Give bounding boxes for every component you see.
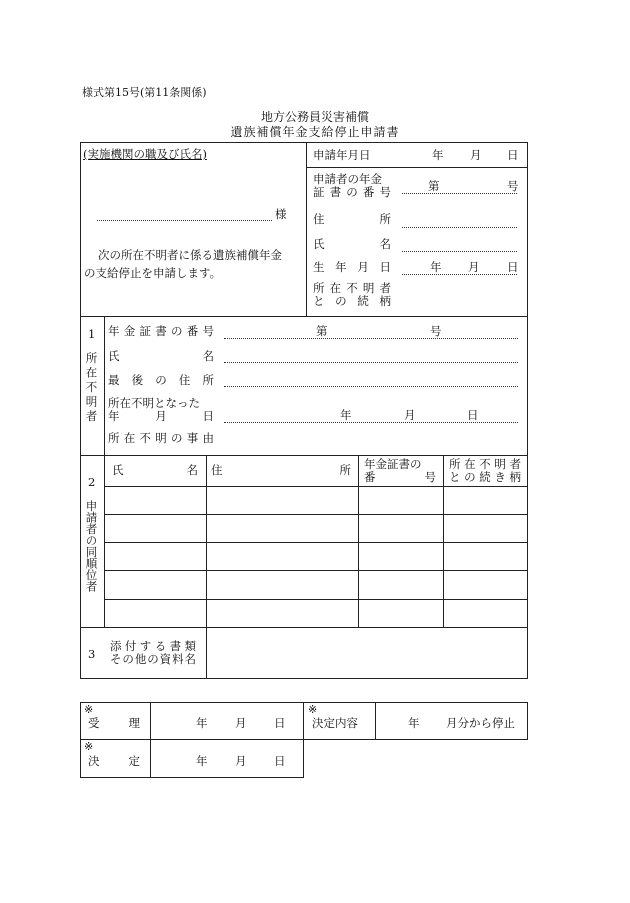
applicant-address-line[interactable] — [402, 227, 517, 228]
receipt-mark: ※ — [84, 703, 94, 716]
s1-missing-day: 日 — [467, 408, 479, 422]
s1-cert-label: 年金証書の番号 — [108, 324, 214, 338]
birth-month: 月 — [468, 260, 480, 274]
s1-missing-date-label: 所在不明となった 年 月 日 — [108, 396, 214, 423]
s1-missing-month: 月 — [404, 408, 416, 422]
app-day: 日 — [507, 148, 519, 162]
sama-suffix: 様 — [275, 207, 287, 221]
section2-number: 2 — [88, 475, 96, 489]
s1-name-line[interactable] — [224, 362, 518, 363]
cert-go: 号 — [507, 179, 519, 193]
s1-reason-label: 所在不明の事由 — [108, 431, 214, 445]
s1-name-label: 氏名 — [108, 349, 214, 363]
cert-number-label: 申請者の年金 証書の番号 — [313, 172, 391, 199]
app-year: 年 — [432, 148, 444, 162]
decision-mark: ※ — [84, 740, 94, 753]
s2-col-relation: 所在不明者 との続き柄 — [449, 457, 521, 484]
section3-number: 3 — [88, 647, 96, 661]
section1-number: 1 — [88, 327, 96, 341]
institution-label: (実施機関の職及び氏名) — [83, 147, 207, 161]
s1-cert-line[interactable] — [224, 338, 518, 339]
form-title-line1: 地方公務員災害補償 — [260, 110, 369, 124]
receipt-month: 月 — [235, 716, 247, 730]
decision-content-mark: ※ — [308, 703, 318, 716]
institution-name-line[interactable] — [97, 220, 272, 221]
decision-content-label: 決定内容 — [312, 716, 358, 730]
section1-vertical-label: 所在不明者 — [84, 352, 99, 425]
section2-vertical-label: 申請者の同順位者 — [84, 500, 99, 592]
receipt-label: 受理 — [88, 716, 140, 730]
decision-month: 月 — [235, 754, 247, 768]
applicant-name-line[interactable] — [402, 251, 517, 252]
form-title-line2: 遺族補償年金支給停止申請書 — [230, 125, 400, 139]
application-date-label: 申請年月日 — [313, 148, 371, 162]
address-label: 住所 — [313, 212, 391, 226]
birth-year: 年 — [430, 260, 442, 274]
request-text-1: 次の所在不明者に係る遺族補償年金 — [98, 248, 282, 262]
decision-year: 年 — [196, 754, 208, 768]
name-label: 氏名 — [313, 237, 391, 251]
s3-label: 添付する書類 その他の資料名 — [110, 639, 196, 666]
s2-col-address: 住所 — [211, 463, 351, 477]
s1-missing-year: 年 — [340, 408, 352, 422]
s1-last-address-label: 最後の住所 — [108, 373, 214, 387]
receipt-day: 日 — [274, 716, 286, 730]
app-month: 月 — [470, 148, 482, 162]
decision-label: 決定 — [88, 754, 140, 768]
receipt-year: 年 — [196, 716, 208, 730]
form-number: 様式第15号(第11条関係) — [82, 86, 207, 99]
stop-from-label: 月分から停止 — [446, 716, 515, 730]
s1-last-address-line[interactable] — [224, 386, 518, 387]
s1-dai: 第 — [316, 324, 328, 338]
birthdate-label: 生年月日 — [313, 260, 391, 274]
decision-day: 日 — [274, 754, 286, 768]
s2-col-cert: 年金証書の 番 号 — [364, 457, 436, 484]
s1-go: 号 — [430, 324, 442, 338]
s2-col-name: 氏名 — [112, 463, 198, 477]
request-text-2: の支給停止を申請します。 — [84, 266, 222, 280]
cert-dai: 第 — [428, 179, 440, 193]
stop-year: 年 — [408, 716, 420, 730]
missing-relation-label: 所在不明者 との続柄 — [313, 281, 391, 308]
birth-day: 日 — [507, 260, 519, 274]
